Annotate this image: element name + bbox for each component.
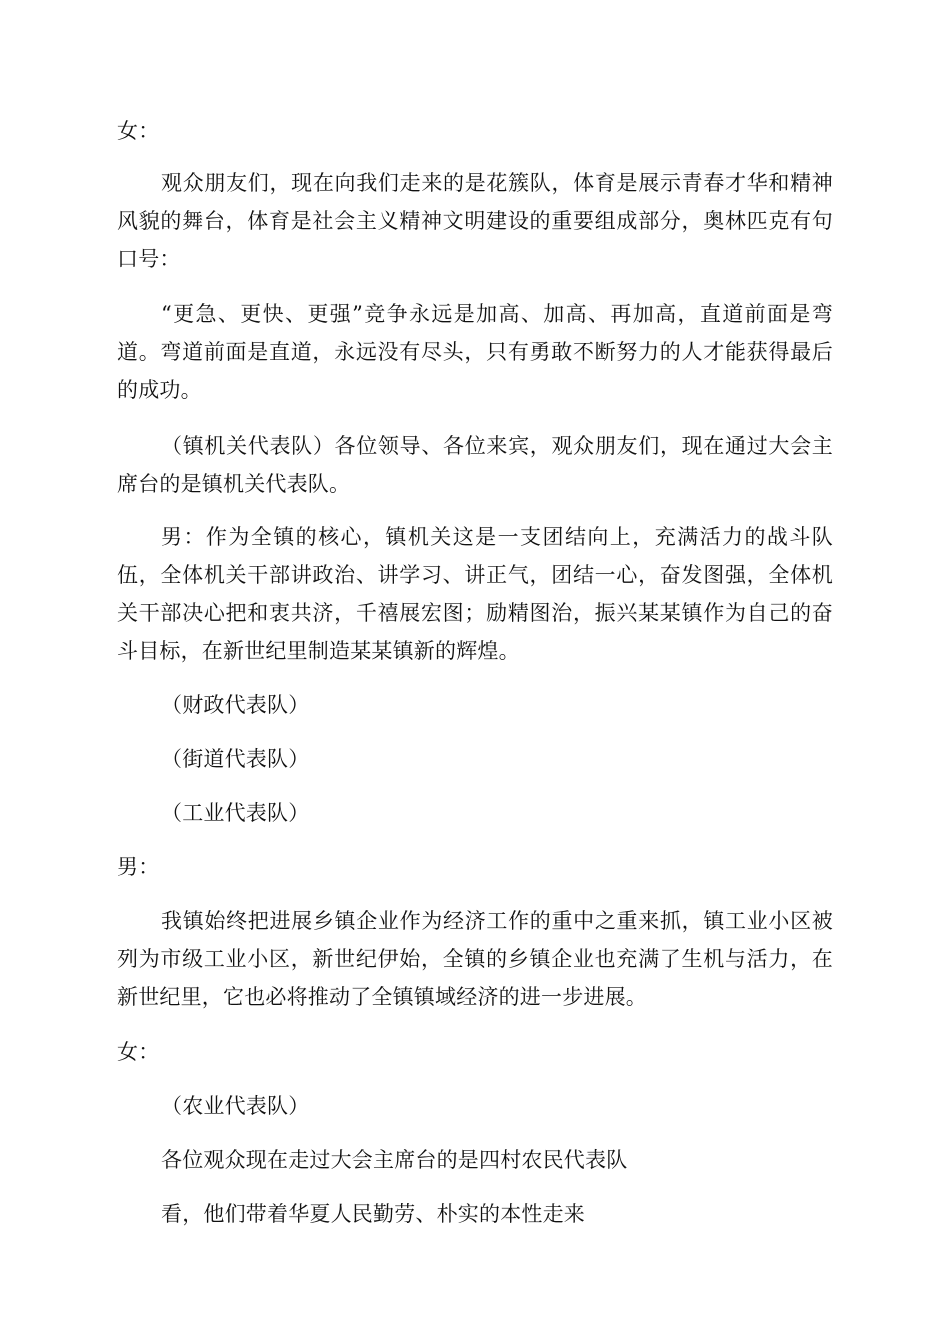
speaker-label-male: 男：: [117, 855, 160, 879]
paragraph-hardworking-people: 看，他们带着华夏人民勤劳、朴实的本性走来: [161, 1202, 585, 1226]
paragraph-town-office-team: （镇机关代表队）各位领导、各位来宾，观众朋友们，现在通过大会主席台的是镇机关代表队。: [117, 434, 833, 496]
paragraph-town-office-core: 男：作为全镇的核心，镇机关这是一支团结向上，充满活力的战斗队伍，全体机关干部讲政治、讲学习、讲正气，团结一心，奋发图强，全体机关干部决心把和衷共济，千禧展宏图；励精图治，振兴某某镇作为自己的奋斗目标，在新世纪里制造某某镇新的辉煌。: [117, 525, 833, 663]
paragraph-township-enterprise: 我镇始终把进展乡镇企业作为经济工作的重中之重来抓，镇工业小区被列为市级工业小区，新世纪伊始，全镇的乡镇企业也充满了生机与活力，在新世纪里，它也必将推动了全镇镇域经济的进一步进展。: [117, 909, 833, 1009]
paragraph-flower-team: 观众朋友们，现在向我们走来的是花簇队，体育是展示青春才华和精神风貌的舞台，体育是社会主义精神文明建设的重要组成部分，奥林匹克有句口号：: [117, 171, 833, 271]
speaker-label-female: 女：: [117, 119, 160, 143]
heading-finance-team: （财政代表队）: [161, 693, 310, 717]
heading-agriculture-team: （农业代表队）: [161, 1094, 310, 1118]
paragraph-olympic-motto: “更急、更快、更强”竞争永远是加高、加高、再加高，直道前面是弯道。弯道前面是直道，永远没有尽头，只有勇敢不断努力的人才能获得最后的成功。: [117, 302, 833, 402]
heading-street-team: （街道代表队）: [161, 747, 310, 771]
paragraph-fourth-village: 各位观众现在走过大会主席台的是四村农民代表队: [161, 1148, 628, 1172]
speaker-label-female-2: 女：: [117, 1040, 160, 1064]
heading-industry-team: （工业代表队）: [161, 801, 310, 825]
